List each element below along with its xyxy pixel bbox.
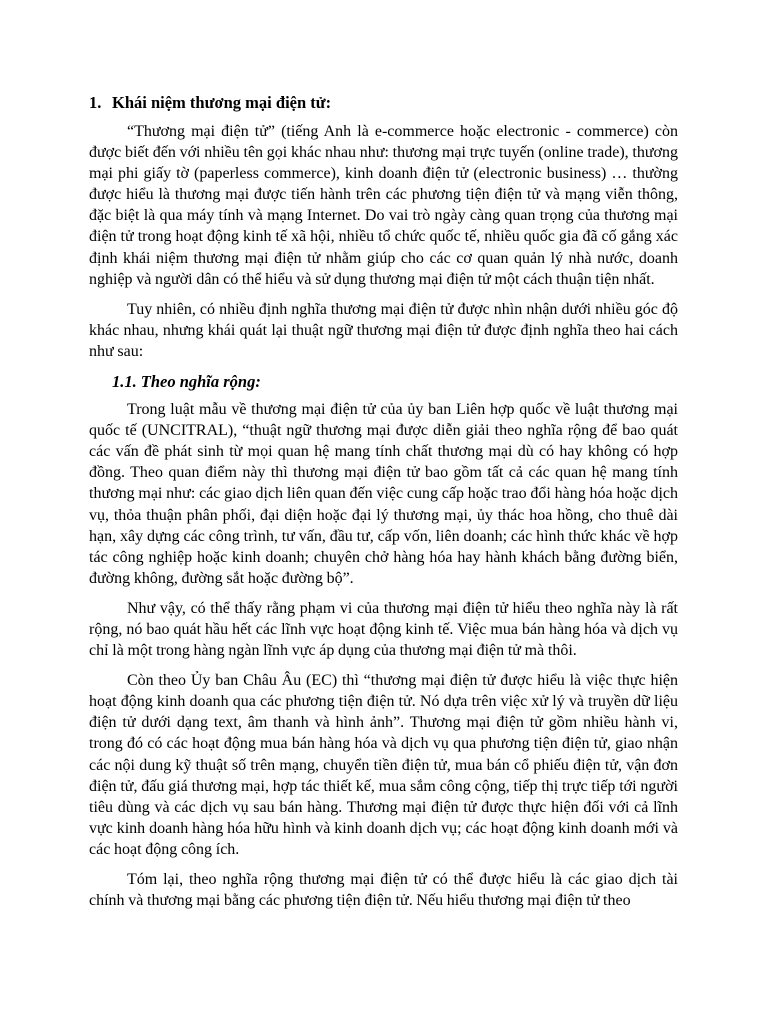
subsection-number: 1.1. xyxy=(112,372,137,392)
section-number: 1. xyxy=(89,93,102,112)
paragraph-summary: Tóm lại, theo nghĩa rộng thương mại điện tử có thể được hiểu là các giao dịch tài chính và thương mại bằng các phương tiện điện tử. Nếu hiểu thương mại điện tử theo xyxy=(89,871,678,910)
section-title: Khái niệm thương mại điện tử: xyxy=(112,93,332,112)
paragraph-two-definitions: Tuy nhiên, có nhiều định nghĩa thương mại điện tử được nhìn nhận dưới nhiều góc độ khác nhau, nhưng khái quát lại thuật ngữ thương mại điện tử được định nghĩa theo hai cách như sau: xyxy=(89,300,678,360)
paragraph-scope: Như vậy, có thể thấy rằng phạm vi của thương mại điện tử hiểu theo nghĩa này là rất rộng, nó bao quát hầu hết các lĩnh vực hoạt động kinh tế. Việc mua bán hàng hóa và dịch vụ chỉ là một trong hàng ngàn lĩnh vực áp dụng của thương mại điện tử mà thôi. xyxy=(89,599,678,660)
subsection-heading xyxy=(112,371,678,392)
paragraph-definition-intro: “Thương mại điện tử” (tiếng Anh là e-commerce hoặc electronic - commerce) còn được biết đến với nhiều tên gọi khác nhau như: thương mại trực tuyến (online trade), thương mại phi giấy tờ (paperless commerce), kinh doanh điện tử (electronic business) … thường được hiểu là thương mại được tiến hành trên các phương tiện điện tử và mạng viễn thông, đặc biệt là qua máy tính và mạng Internet. Do vai trò ngày càng quan trọng của thương mại điện tử trong hoạt động kinh tế xã hội, nhiều tổ chức quốc tế, nhiều quốc gia đã cố gắng xác định khái niệm thương mại điện tử nhằm giúp cho các cơ quan quản lý nhà nước, doanh nghiệp và người dân có thể hiểu và sử dụng thương mại điện tử một cách thuận tiện nhất. xyxy=(89,123,678,288)
paragraph-ec-definition: Còn theo Ủy ban Châu Âu (EC) thì “thương mại điện tử được hiểu là việc thực hiện hoạt động kinh doanh qua các phương tiện điện tử. Nó dựa trên việc xử lý và truyền dữ liệu điện tử dưới dạng text, âm thanh và hình ảnh”. Thương mại điện tử gồm nhiều hành vi, trong đó có các hoạt động mua bán hàng hóa và dịch vụ qua phương tiện điện tử, giao nhận các nội dung kỹ thuật số trên mạng, chuyển tiền điện tử, mua bán cổ phiếu điện tử, vận đơn điện tử, đấu giá thương mại, hợp tác thiết kế, mua sắm công cộng, tiếp thị trực tiếp tới người tiêu dùng và các dịch vụ sau bán hàng. Thương mại điện tử được thực hiện đối với cả lĩnh vực kinh doanh hàng hóa hữu hình và kinh doanh dịch vụ; các hoạt động kinh doanh mới và các hoạt động công ích. xyxy=(89,672,678,858)
paragraph-uncitral: Trong luật mẫu về thương mại điện tử của ủy ban Liên hợp quốc về luật thương mại quốc tế (UNCITRAL), “thuật ngữ thương mại được diễn giải theo nghĩa rộng để bao quát các vấn đề phát sinh từ mọi quan hệ mang tính chất thương mại dù có hay không có hợp đồng. Theo quan điểm này thì thương mại điện tử bao gồm tất cả các quan hệ mang tính thương mại như: các giao dịch liên quan đến việc cung cấp hoặc trao đổi hàng hóa hoặc dịch vụ, thỏa thuận phân phối, đại diện hoặc đại lý thương mại, ủy thác hoa hồng, cho thuê dài hạn, xây dựng các công trình, tư vấn, đầu tư, cấp vốn, liên doanh; các hình thức khác về hợp tác công nghiệp hoặc kinh doanh; chuyên chở hàng hóa hay hành khách bằng đường biển, đường không, đường sắt hoặc đường bộ”. xyxy=(89,401,678,587)
section-heading xyxy=(89,92,678,113)
subsection-title: Theo nghĩa rộng: xyxy=(140,372,261,392)
